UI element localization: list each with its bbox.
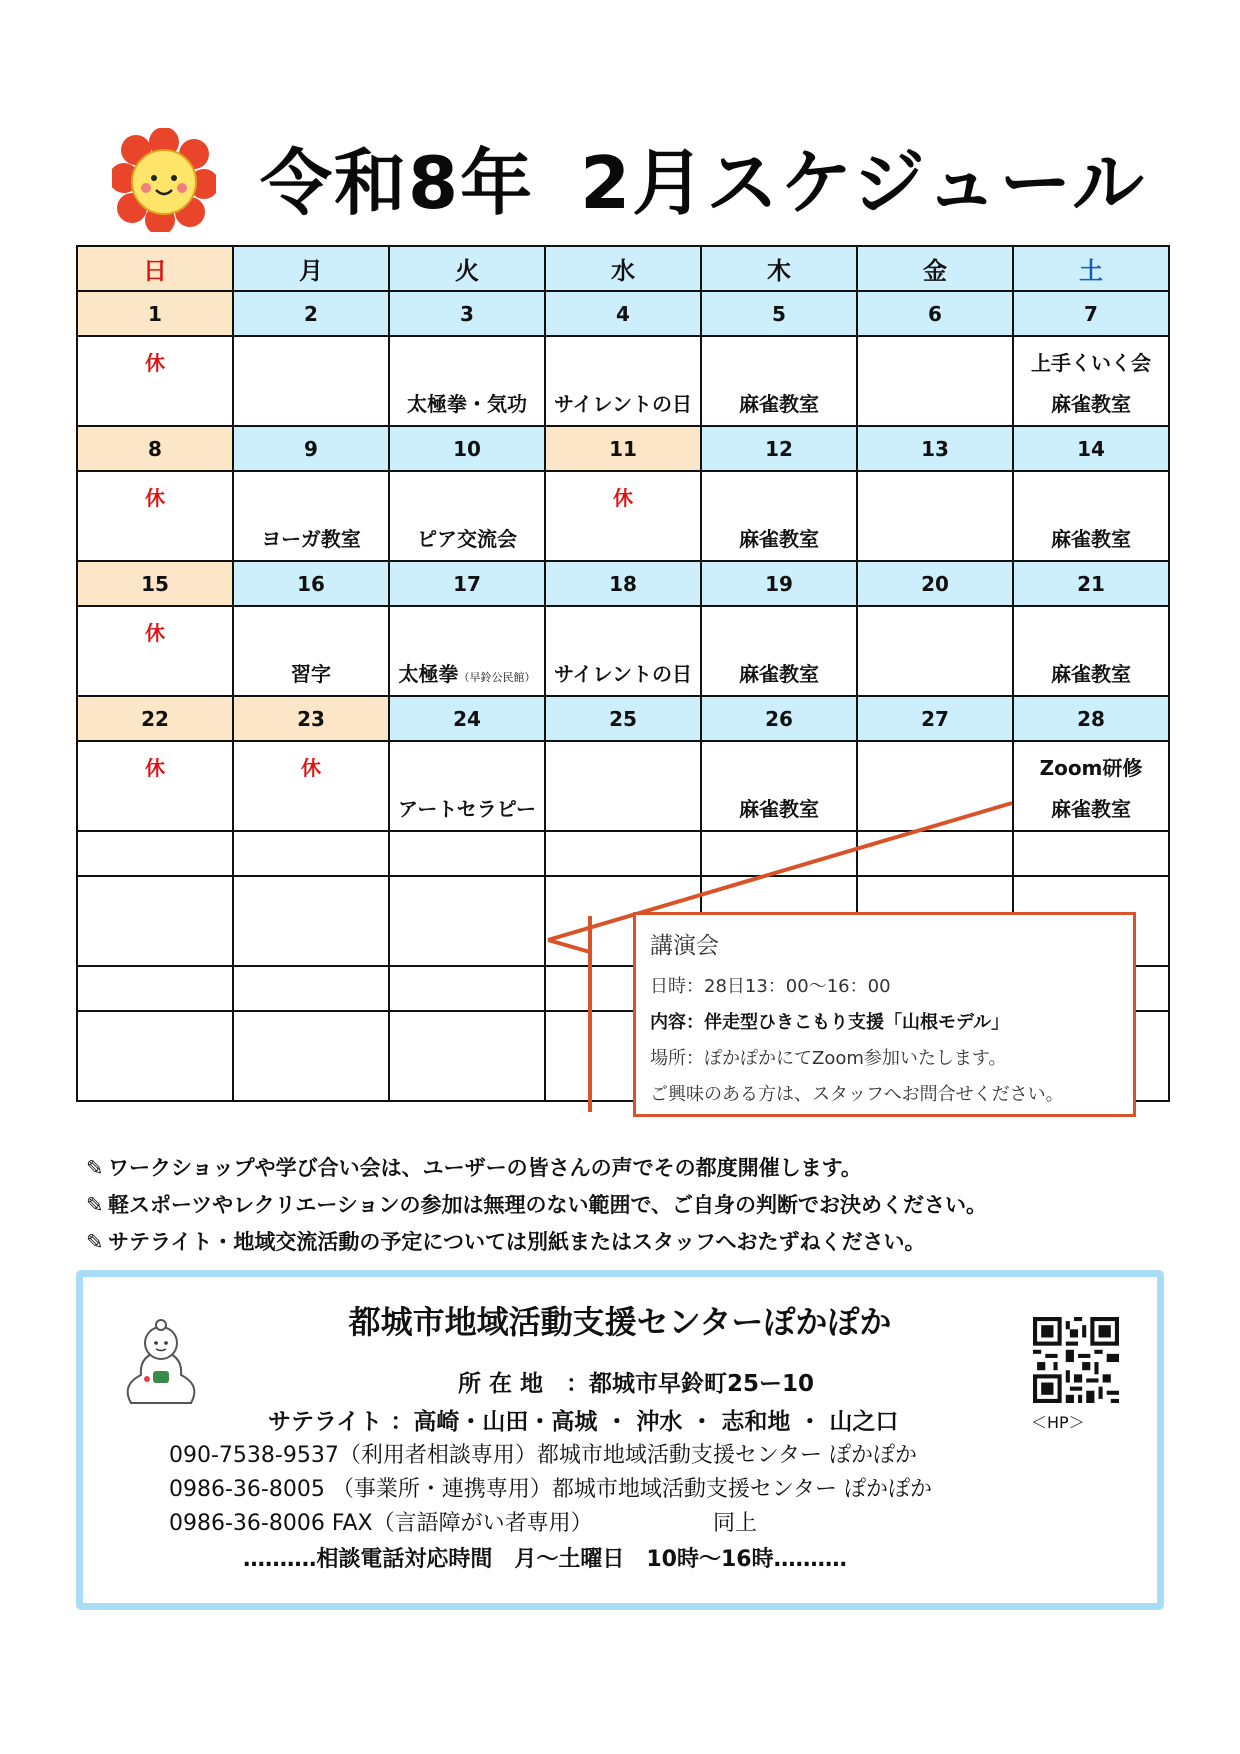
date-cell: 28 xyxy=(1013,696,1169,741)
event-cell xyxy=(389,336,545,426)
event-cell xyxy=(233,471,389,561)
event-cell xyxy=(1013,741,1169,831)
event-row xyxy=(77,606,1169,696)
event-cell xyxy=(1013,471,1169,561)
event-row xyxy=(77,741,1169,831)
event-cell xyxy=(77,471,233,561)
pencil-icon: ✎ xyxy=(86,1193,104,1217)
date-cell: 18 xyxy=(545,561,701,606)
event-label-wrap xyxy=(390,658,544,687)
event-cell xyxy=(545,471,701,561)
event-label: 麻雀教室 xyxy=(1051,392,1131,416)
event-label: 麻雀教室 xyxy=(739,392,819,416)
date-cell: 9 xyxy=(233,426,389,471)
date-cell: 4 xyxy=(545,291,701,336)
event-label: サイレントの日 xyxy=(553,392,693,416)
pencil-icon: ✎ xyxy=(86,1156,104,1180)
event-label: Zoom研修 xyxy=(1039,756,1143,780)
date-cell: 5 xyxy=(701,291,857,336)
event-label: サイレントの日 xyxy=(553,662,693,686)
page-title xyxy=(260,138,1146,228)
sun-mascot-icon xyxy=(112,128,216,232)
event-label: 麻雀教室 xyxy=(739,797,819,821)
closed-label: 休 xyxy=(301,756,321,780)
title-month: 2月スケジュール xyxy=(580,141,1146,225)
fax-line: 0986-36-8006 FAX（言語障がい者専用） xyxy=(169,1511,593,1536)
date-cell: 12 xyxy=(701,426,857,471)
event-cell xyxy=(77,336,233,426)
date-cell: 17 xyxy=(389,561,545,606)
callout-title: 講演会 xyxy=(650,933,719,959)
date-cell: 16 xyxy=(233,561,389,606)
event-cell xyxy=(857,336,1013,426)
callout-ask: ご興味のある方は、スタッフへお問合せください。 xyxy=(650,1084,1064,1105)
event-label: ピア交流会 xyxy=(417,527,517,551)
callout-date: 日時：28日13：00〜16：00 xyxy=(650,976,891,997)
contact-info-box xyxy=(76,1270,1164,1610)
empty-row xyxy=(77,831,1169,876)
event-label: 上手くいく会 xyxy=(1031,351,1151,375)
date-cell: 25 xyxy=(545,696,701,741)
closed-label: 休 xyxy=(145,621,165,645)
event-cell xyxy=(857,606,1013,696)
event-cell xyxy=(545,606,701,696)
closed-label: 休 xyxy=(145,756,165,780)
date-row xyxy=(77,561,1169,606)
event-cell xyxy=(389,606,545,696)
date-cell: 1 xyxy=(77,291,233,336)
date-cell: 21 xyxy=(1013,561,1169,606)
fax-same-label: 同上 xyxy=(713,1511,758,1536)
event-label: ヨーガ教室 xyxy=(261,527,361,551)
weekday-mon: 月 xyxy=(233,246,389,291)
event-label: 太極拳 xyxy=(398,662,459,686)
event-cell xyxy=(1013,606,1169,696)
satellite-line: サテライト ：高崎・山田・高城 ・ 沖水 ・ 志和地 ・ 山之口 xyxy=(268,1409,899,1435)
consult-hours-line: ‥‥‥‥‥相談電話対応時間 月〜土曜日 10時〜16時‥‥‥‥‥ xyxy=(243,1547,847,1572)
event-cell xyxy=(233,606,389,696)
event-cell xyxy=(389,741,545,831)
event-label: アートセラピー xyxy=(398,797,536,821)
event-label: 麻雀教室 xyxy=(739,527,819,551)
date-cell: 24 xyxy=(389,696,545,741)
date-cell: 8 xyxy=(77,426,233,471)
weekday-sun: 日 xyxy=(77,246,233,291)
phone-user-line: 090-7538-9537（利用者相談専用）都城市地域活動支援センター ぽかぽか xyxy=(169,1443,917,1468)
event-cell xyxy=(1013,336,1169,426)
event-sublabel: （早鈴公民館） xyxy=(458,671,536,684)
phone-office-line: 0986-36-8005 （事業所・連携専用）都城市地域活動支援センター ぽかぽか xyxy=(169,1477,932,1502)
date-row xyxy=(77,426,1169,471)
event-label: 麻雀教室 xyxy=(1051,797,1131,821)
weekday-sat: 土 xyxy=(1013,246,1169,291)
note-item xyxy=(86,1187,1186,1224)
date-cell: 14 xyxy=(1013,426,1169,471)
date-row xyxy=(77,696,1169,741)
event-label: 麻雀教室 xyxy=(1051,527,1131,551)
date-cell: 20 xyxy=(857,561,1013,606)
date-cell: 19 xyxy=(701,561,857,606)
note-item xyxy=(86,1150,1186,1187)
note-text: 軽スポーツやレクリエーションの参加は無理のない範囲で、ご自身の判断でお決めください。 xyxy=(108,1193,988,1217)
event-cell xyxy=(701,741,857,831)
date-cell: 15 xyxy=(77,561,233,606)
weekday-fri: 金 xyxy=(857,246,1013,291)
event-label: 習字 xyxy=(291,662,331,686)
date-cell: 27 xyxy=(857,696,1013,741)
date-row xyxy=(77,291,1169,336)
weekday-wed: 水 xyxy=(545,246,701,291)
weekday-tue: 火 xyxy=(389,246,545,291)
date-cell: 23 xyxy=(233,696,389,741)
event-cell xyxy=(389,471,545,561)
event-cell xyxy=(857,741,1013,831)
event-cell xyxy=(233,336,389,426)
note-text: ワークショップや学び合い会は、ユーザーの皆さんの声でその都度開催します。 xyxy=(108,1156,862,1180)
date-cell: 11 xyxy=(545,426,701,471)
event-cell xyxy=(701,336,857,426)
event-cell xyxy=(857,471,1013,561)
date-cell: 3 xyxy=(389,291,545,336)
event-row xyxy=(77,336,1169,426)
event-cell xyxy=(77,741,233,831)
note-text: サテライト・地域交流活動の予定については別紙またはスタッフへおたずねください。 xyxy=(108,1230,926,1254)
event-cell xyxy=(701,606,857,696)
organization-name: 都城市地域活動支援センターぽかぽか xyxy=(348,1303,892,1341)
date-cell: 10 xyxy=(389,426,545,471)
date-cell: 2 xyxy=(233,291,389,336)
closed-label: 休 xyxy=(613,486,633,510)
notes-list xyxy=(86,1150,1186,1261)
event-row xyxy=(77,471,1169,561)
closed-label: 休 xyxy=(145,351,165,375)
date-cell: 6 xyxy=(857,291,1013,336)
title-year: 令和8年 xyxy=(260,141,535,225)
note-item xyxy=(86,1224,1186,1261)
lecture-callout-box xyxy=(633,912,1136,1117)
event-cell xyxy=(545,741,701,831)
address-line: 所 在 地 ：都城市早鈴町25ー10 xyxy=(458,1371,815,1397)
date-cell: 7 xyxy=(1013,291,1169,336)
event-label: 麻雀教室 xyxy=(739,662,819,686)
event-label: 麻雀教室 xyxy=(1051,662,1131,686)
event-cell xyxy=(233,741,389,831)
hp-label: ＜HP＞ xyxy=(1031,1413,1085,1432)
event-cell xyxy=(701,471,857,561)
event-cell xyxy=(77,606,233,696)
callout-place: 場所：ぽかぽかにてZoom参加いたします。 xyxy=(650,1048,1007,1069)
callout-content: 内容：伴走型ひきこもり支援「山根モデル」 xyxy=(650,1012,1010,1033)
weekday-thu: 木 xyxy=(701,246,857,291)
date-cell: 22 xyxy=(77,696,233,741)
weekday-header-row xyxy=(77,246,1169,291)
date-cell: 26 xyxy=(701,696,857,741)
closed-label: 休 xyxy=(145,486,165,510)
event-cell xyxy=(545,336,701,426)
event-label: 太極拳・気功 xyxy=(407,392,527,416)
pencil-icon: ✎ xyxy=(86,1230,104,1254)
date-cell: 13 xyxy=(857,426,1013,471)
qr-code-icon[interactable] xyxy=(1033,1317,1119,1403)
